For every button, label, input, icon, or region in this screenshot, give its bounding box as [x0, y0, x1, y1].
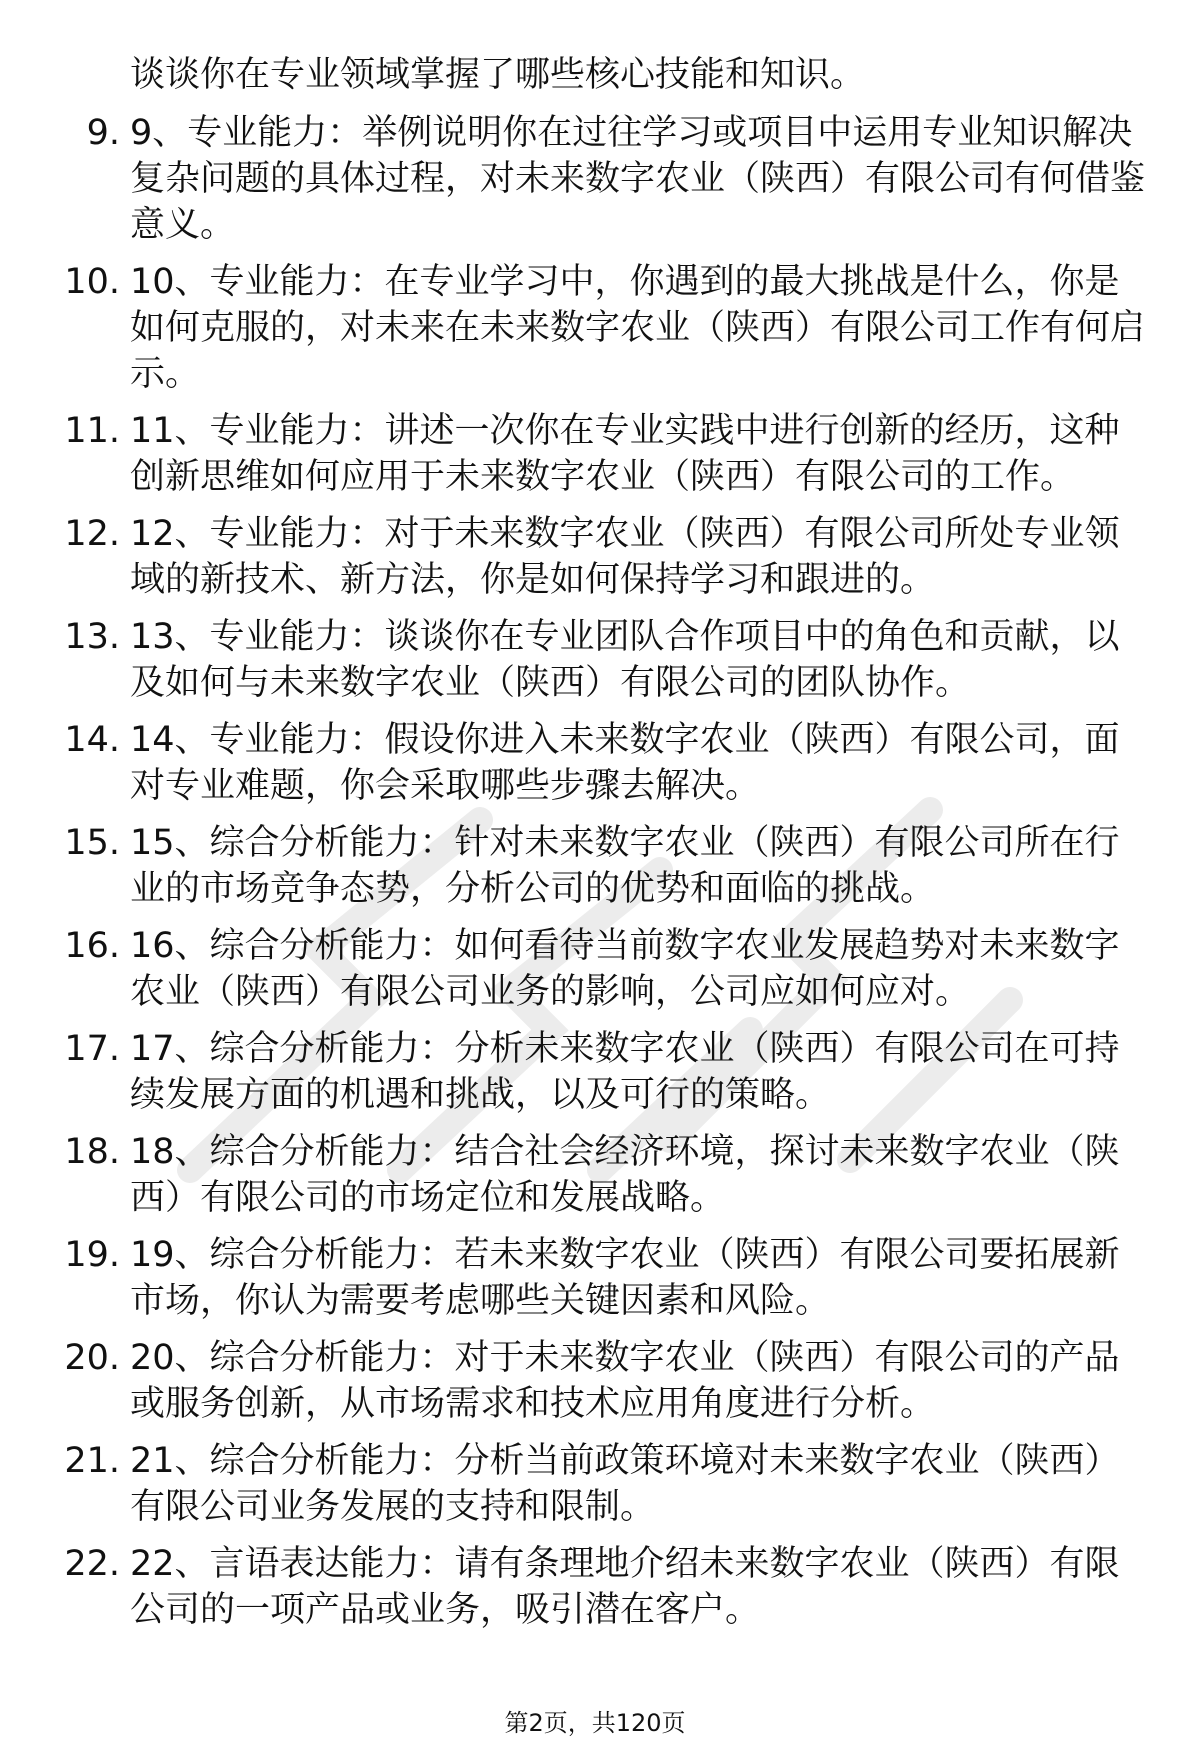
question-number: 12.: [64, 514, 120, 554]
question-number: 14.: [64, 720, 120, 760]
question-list: [0, 110, 1190, 1644]
question-text: 10、专业能力：在专业学习中，你遇到的最大挑战是什么，你是如何克服的，对未来在未来数字农业（陕西）有限公司工作有何启示。: [130, 262, 1146, 394]
question-number: 16.: [64, 926, 120, 966]
question-item: [0, 717, 1190, 809]
question-text: 12、专业能力：对于未来数字农业（陕西）有限公司所处专业领域的新技术、新方法，你是如何保持学习和跟进的。: [130, 514, 1120, 600]
question-item: [0, 820, 1190, 912]
page-number-label: 第2页，共120页: [504, 1709, 686, 1737]
question-item: [0, 1438, 1190, 1530]
question-text: 19、综合分析能力：若未来数字农业（陕西）有限公司要拓展新市场，你认为需要考虑哪些关键因素和风险。: [130, 1235, 1120, 1321]
question-number: 15.: [64, 823, 120, 863]
question-item: [0, 259, 1190, 397]
question-number: 20.: [64, 1338, 120, 1378]
question-item: [0, 1232, 1190, 1324]
question-number: 19.: [64, 1235, 120, 1275]
question-number: 10.: [64, 262, 120, 302]
question-item: [0, 408, 1190, 500]
question-item: [0, 1026, 1190, 1118]
question-text: 17、综合分析能力：分析未来数字农业（陕西）有限公司在可持续发展方面的机遇和挑战，以及可行的策略。: [130, 1029, 1120, 1115]
question-number: 21.: [64, 1441, 120, 1481]
question-number: 11.: [64, 411, 120, 451]
question-item: [0, 1335, 1190, 1427]
question-text: 21、综合分析能力：分析当前政策环境对未来数字农业（陕西）有限公司业务发展的支持和限制。: [130, 1441, 1120, 1527]
question-number: 9.: [86, 113, 120, 153]
question-text: 16、综合分析能力：如何看待当前数字农业发展趋势对未来数字农业（陕西）有限公司业务的影响，公司应如何应对。: [130, 926, 1120, 1012]
question-text: 13、专业能力：谈谈你在专业团队合作项目中的角色和贡献，以及如何与未来数字农业（陕西）有限公司的团队协作。: [130, 617, 1120, 703]
question-text: 9、专业能力：举例说明你在过往学习或项目中运用专业知识解决复杂问题的具体过程，对未来数字农业（陕西）有限公司有何借鉴意义。: [130, 113, 1146, 245]
question-text: 11、专业能力：讲述一次你在专业实践中进行创新的经历，这种创新思维如何应用于未来数字农业（陕西）有限公司的工作。: [130, 411, 1120, 497]
question-item: [0, 923, 1190, 1015]
lead-text: 谈谈你在专业领域掌握了哪些核心技能和知识。: [130, 55, 866, 95]
question-item: [0, 614, 1190, 706]
question-number: 18.: [64, 1132, 120, 1172]
question-number: 17.: [64, 1029, 120, 1069]
question-number: 13.: [64, 617, 120, 657]
question-text: 20、综合分析能力：对于未来数字农业（陕西）有限公司的产品或服务创新，从市场需求和技术应用角度进行分析。: [130, 1338, 1120, 1424]
question-item: [0, 110, 1190, 248]
question-number: 22.: [64, 1544, 120, 1584]
question-text: 14、专业能力：假设你进入未来数字农业（陕西）有限公司，面对专业难题，你会采取哪些步骤去解决。: [130, 720, 1120, 806]
question-item: [0, 1129, 1190, 1221]
page-footer: [0, 1708, 1190, 1738]
question-text: 15、综合分析能力：针对未来数字农业（陕西）有限公司所在行业的市场竞争态势，分析公司的优势和面临的挑战。: [130, 823, 1120, 909]
question-item: [0, 511, 1190, 603]
question-text: 22、言语表达能力：请有条理地介绍未来数字农业（陕西）有限公司的一项产品或业务，吸引潜在客户。: [130, 1544, 1120, 1630]
question-text: 18、综合分析能力：结合社会经济环境，探讨未来数字农业（陕西）有限公司的市场定位和发展战略。: [130, 1132, 1120, 1218]
question-item: [0, 1541, 1190, 1633]
